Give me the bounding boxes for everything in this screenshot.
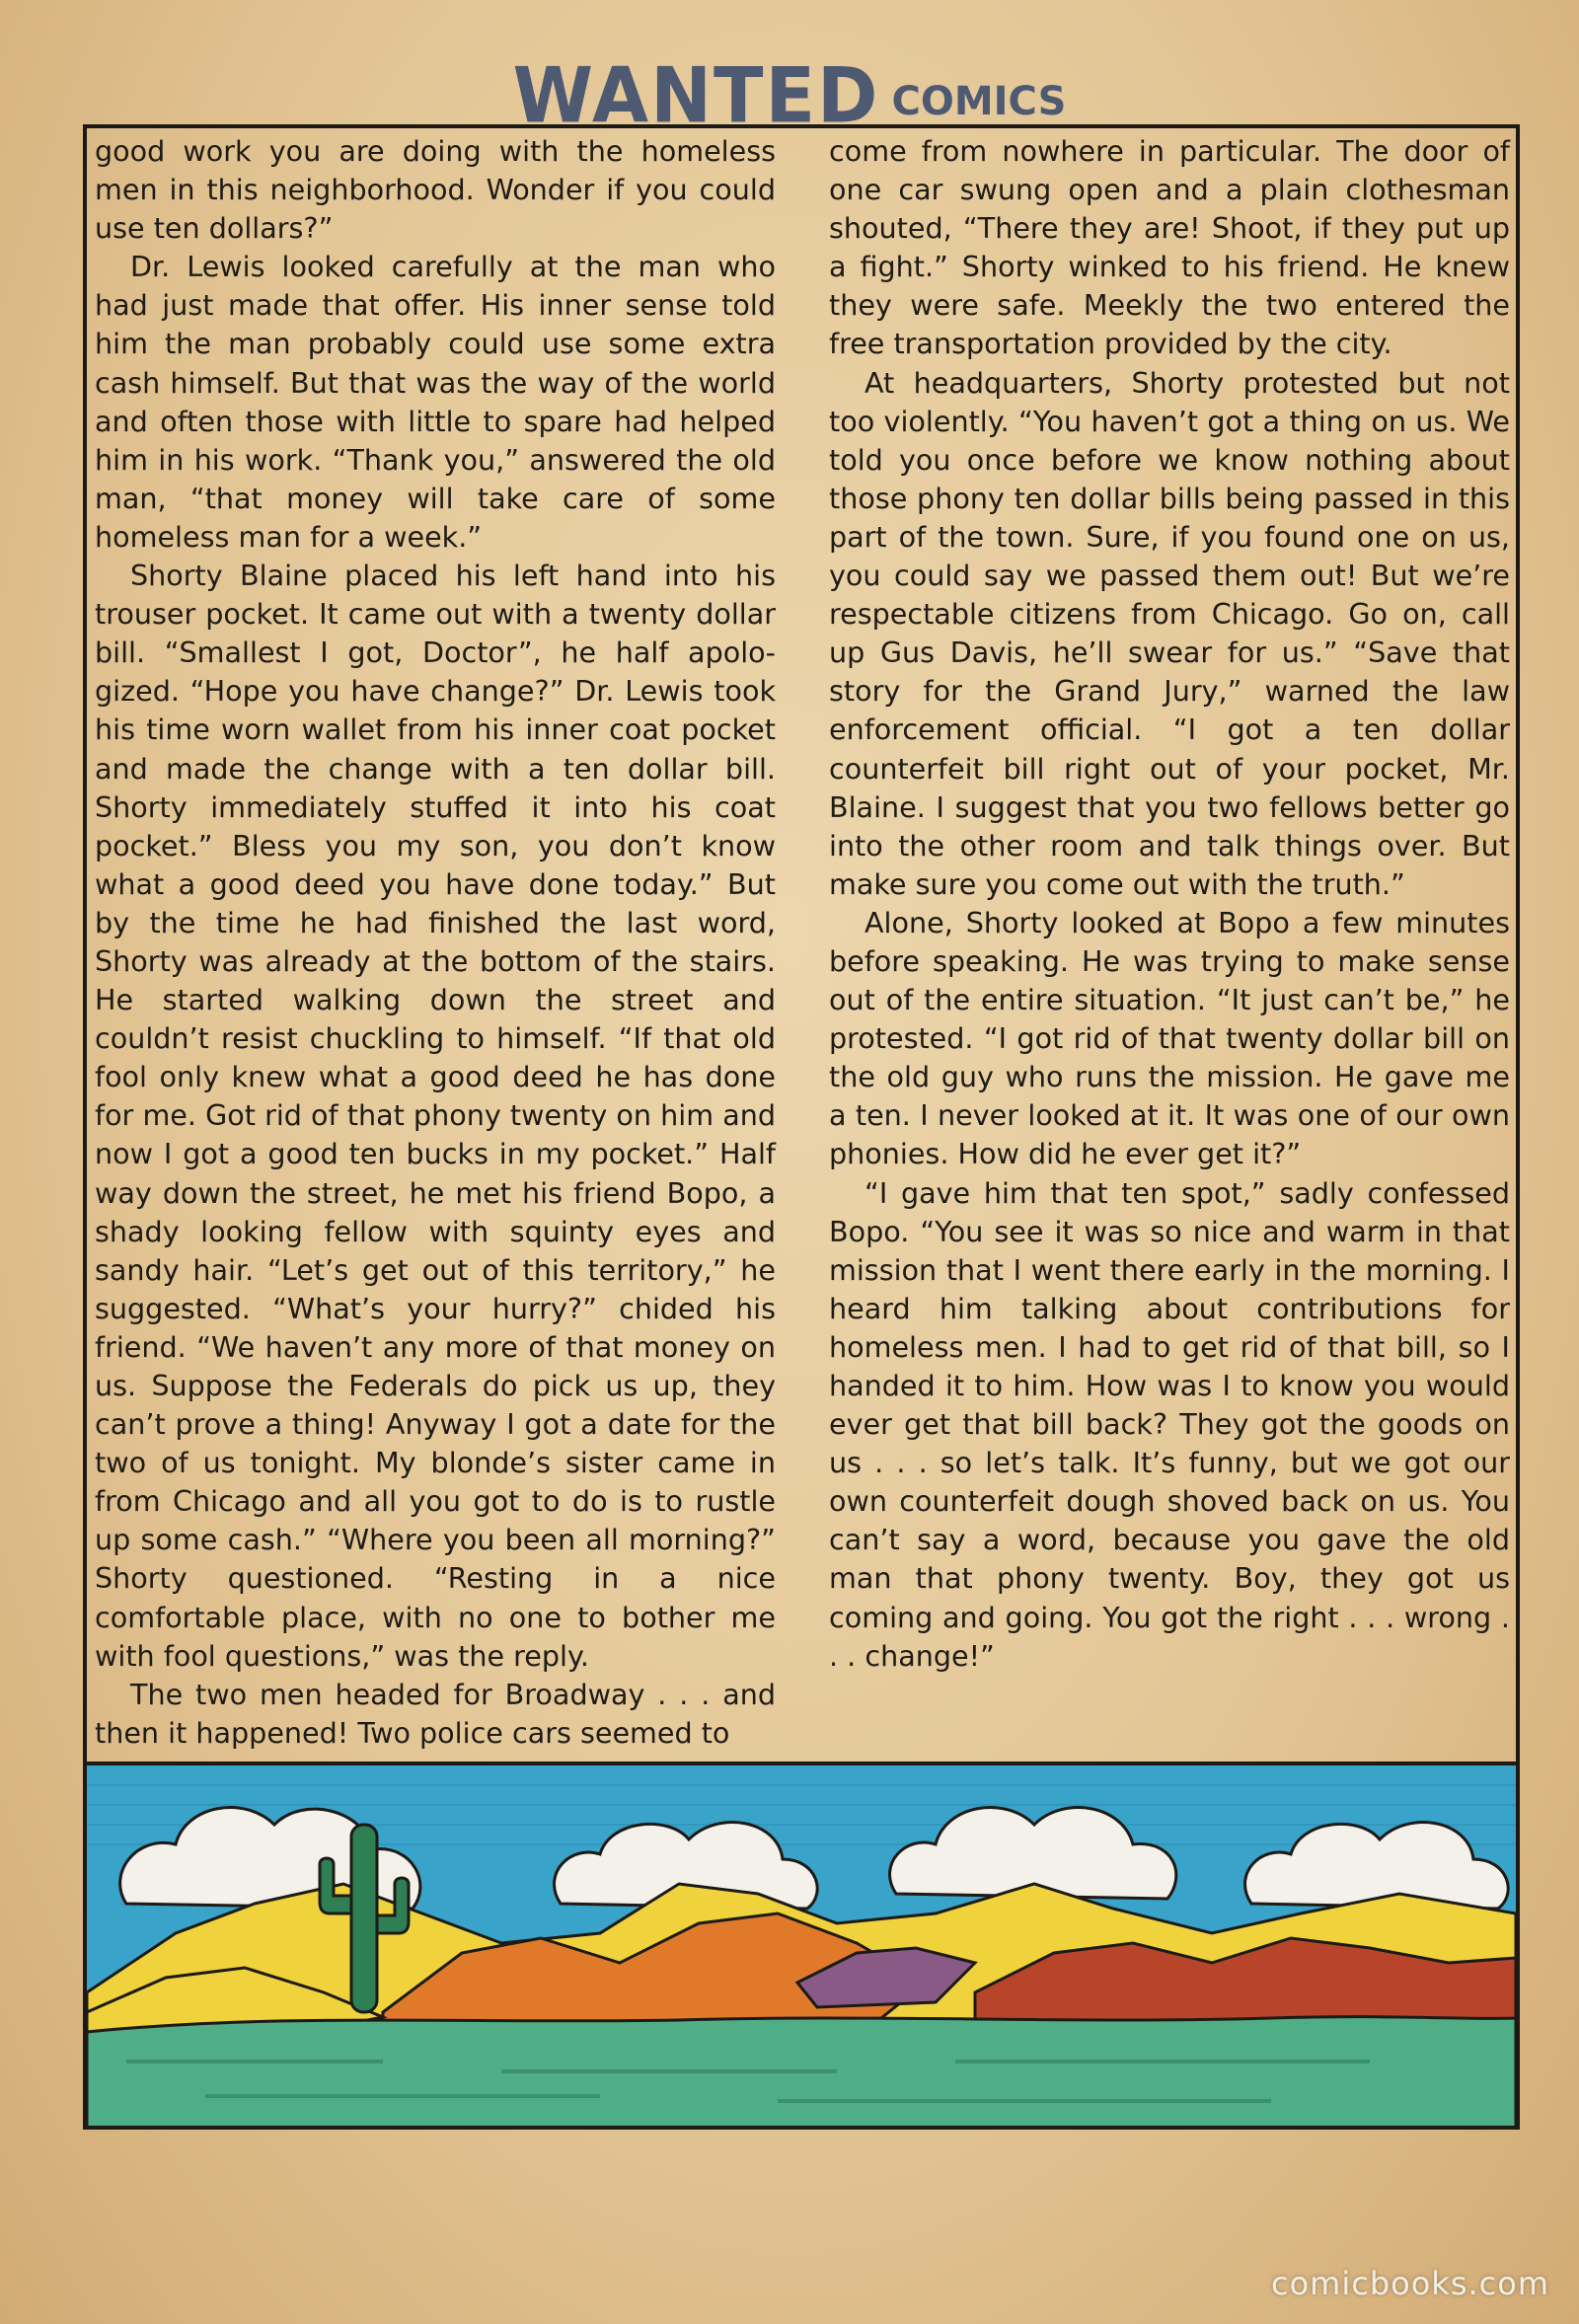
story-paragraph: Alone, Shorty looked at Bopo a few minutes before speaking. He was trying to make sense out of the entire situation. “It just can’t be,” he protested. “I got rid of that twenty dollar bill on the old guy who runs the mission. He gave me a ten. I never looked at it. It was one of our own phonies. How did he ever get it?” [829, 905, 1510, 1171]
desert-landscape-illustration [87, 1762, 1516, 2126]
masthead [0, 50, 1579, 141]
story-paragraph: “I gave him that ten spot,” sadly confessed Bopo. “You see it was so nice and warm in that mission that I went there early in the morning. I heard him talking about contributions for homeless men. I had to get rid of that bill, so I handed it to him. How was I to know you would ever get that bill back? They got the goods on us . . . so let’s talk. It’s funny, but we got our own counterfeit dough shoved back on us. You can’t say a word, because you gave the old man that phony twenty. Boy, they got us coming and going. You got the right . . . wrong . . . change!” [829, 1175, 1510, 1673]
story-paragraph: Dr. Lewis looked carefully at the man who had just made that offer. His inner sense told him the man probably could use some extra cash himself. But that was the way of the world and often those with little to spare had helped him in his work. “Thank you,” answered the old man, “that money will take care of some homeless man for a week.” [95, 250, 776, 554]
desert-landscape-image [87, 1765, 1516, 2126]
cactus-trunk [351, 1825, 377, 2012]
story-paragraph: At headquarters, Shorty protested but not too violently. “You haven’t got a thing on us. We told you once before we know nothing about those phony ten dollar bills being passed in this part of the town. Sure, if you found one on us, you could say we passed them out! But we’re respectable citizens from Chicago. Go on, call up Gus Davis, he’ll swear for us.” “Save that story for the Grand Jury,” warned the law enforcement official. “I got a ten dollar counterfeit bill right out of your pocket, Mr. Blaine. I suggest that you two fellows better go into the other room and talk things over. But make sure you come out with the truth.” [829, 365, 1510, 901]
left-text-column [95, 132, 776, 1753]
masthead-title: WANTED [512, 50, 880, 141]
masthead-subtitle: COMICS [891, 79, 1067, 124]
right-text-column [829, 132, 1510, 1676]
story-paragraph: Shorty Blaine placed his left hand into his trouser pocket. It came out with a twenty dollar bill. “Smallest I got, Doctor”, he half apologized. “Hope you have change?” Dr. Lewis took his time worn wallet from his inner coat pocket and made the change with a ten dollar bill. Shorty immediately stuffed it into his coat pocket.” Bless you my son, you don’t know what a good deed you have done today.” But by the time he had finished the last word, Shorty was already at the bottom of the stairs. He started walking down the street and couldn’t resist chuckling to himself. “If that old fool only knew what a good deed he has done for me. Got rid of that phony twenty on him and now I got a good ten bucks in my pocket.” Half way down the street, he met his friend Bopo, a shady looking fellow with squinty eyes and sandy hair. “Let’s get out of this territory,” he suggested. “What’s your hurry?” chided his friend. “We haven’t any more of that money on us. Suppose the Federals do pick us up, they can’t prove a thing! Anyway I got a date for the two of us tonight. My blonde’s sister came in from Chicago and all you got to do is to rustle up some cash.” “Where you been all morning?” Shorty questioned. “Resting in a nice comfortable place, with no one to bother me with fool questions,” was the reply. [95, 559, 776, 1673]
site-watermark: comicbooks.com [1270, 2265, 1549, 2302]
story-paragraph: good work you are doing with the homeless men in this neighborhood. Wonder if you could use ten dollars?” [95, 134, 776, 246]
story-paragraph: come from nowhere in particular. The door of one car swung open and a plain clothesman shouted, “There they are! Shoot, if they put up a fight.” Shorty winked to his friend. He knew they were safe. Meekly the two entered the free transportation provided by the city. [829, 134, 1510, 361]
story-paragraph: The two men headed for Broadway . . . and then it happened! Two police cars seemed to [95, 1677, 776, 1750]
